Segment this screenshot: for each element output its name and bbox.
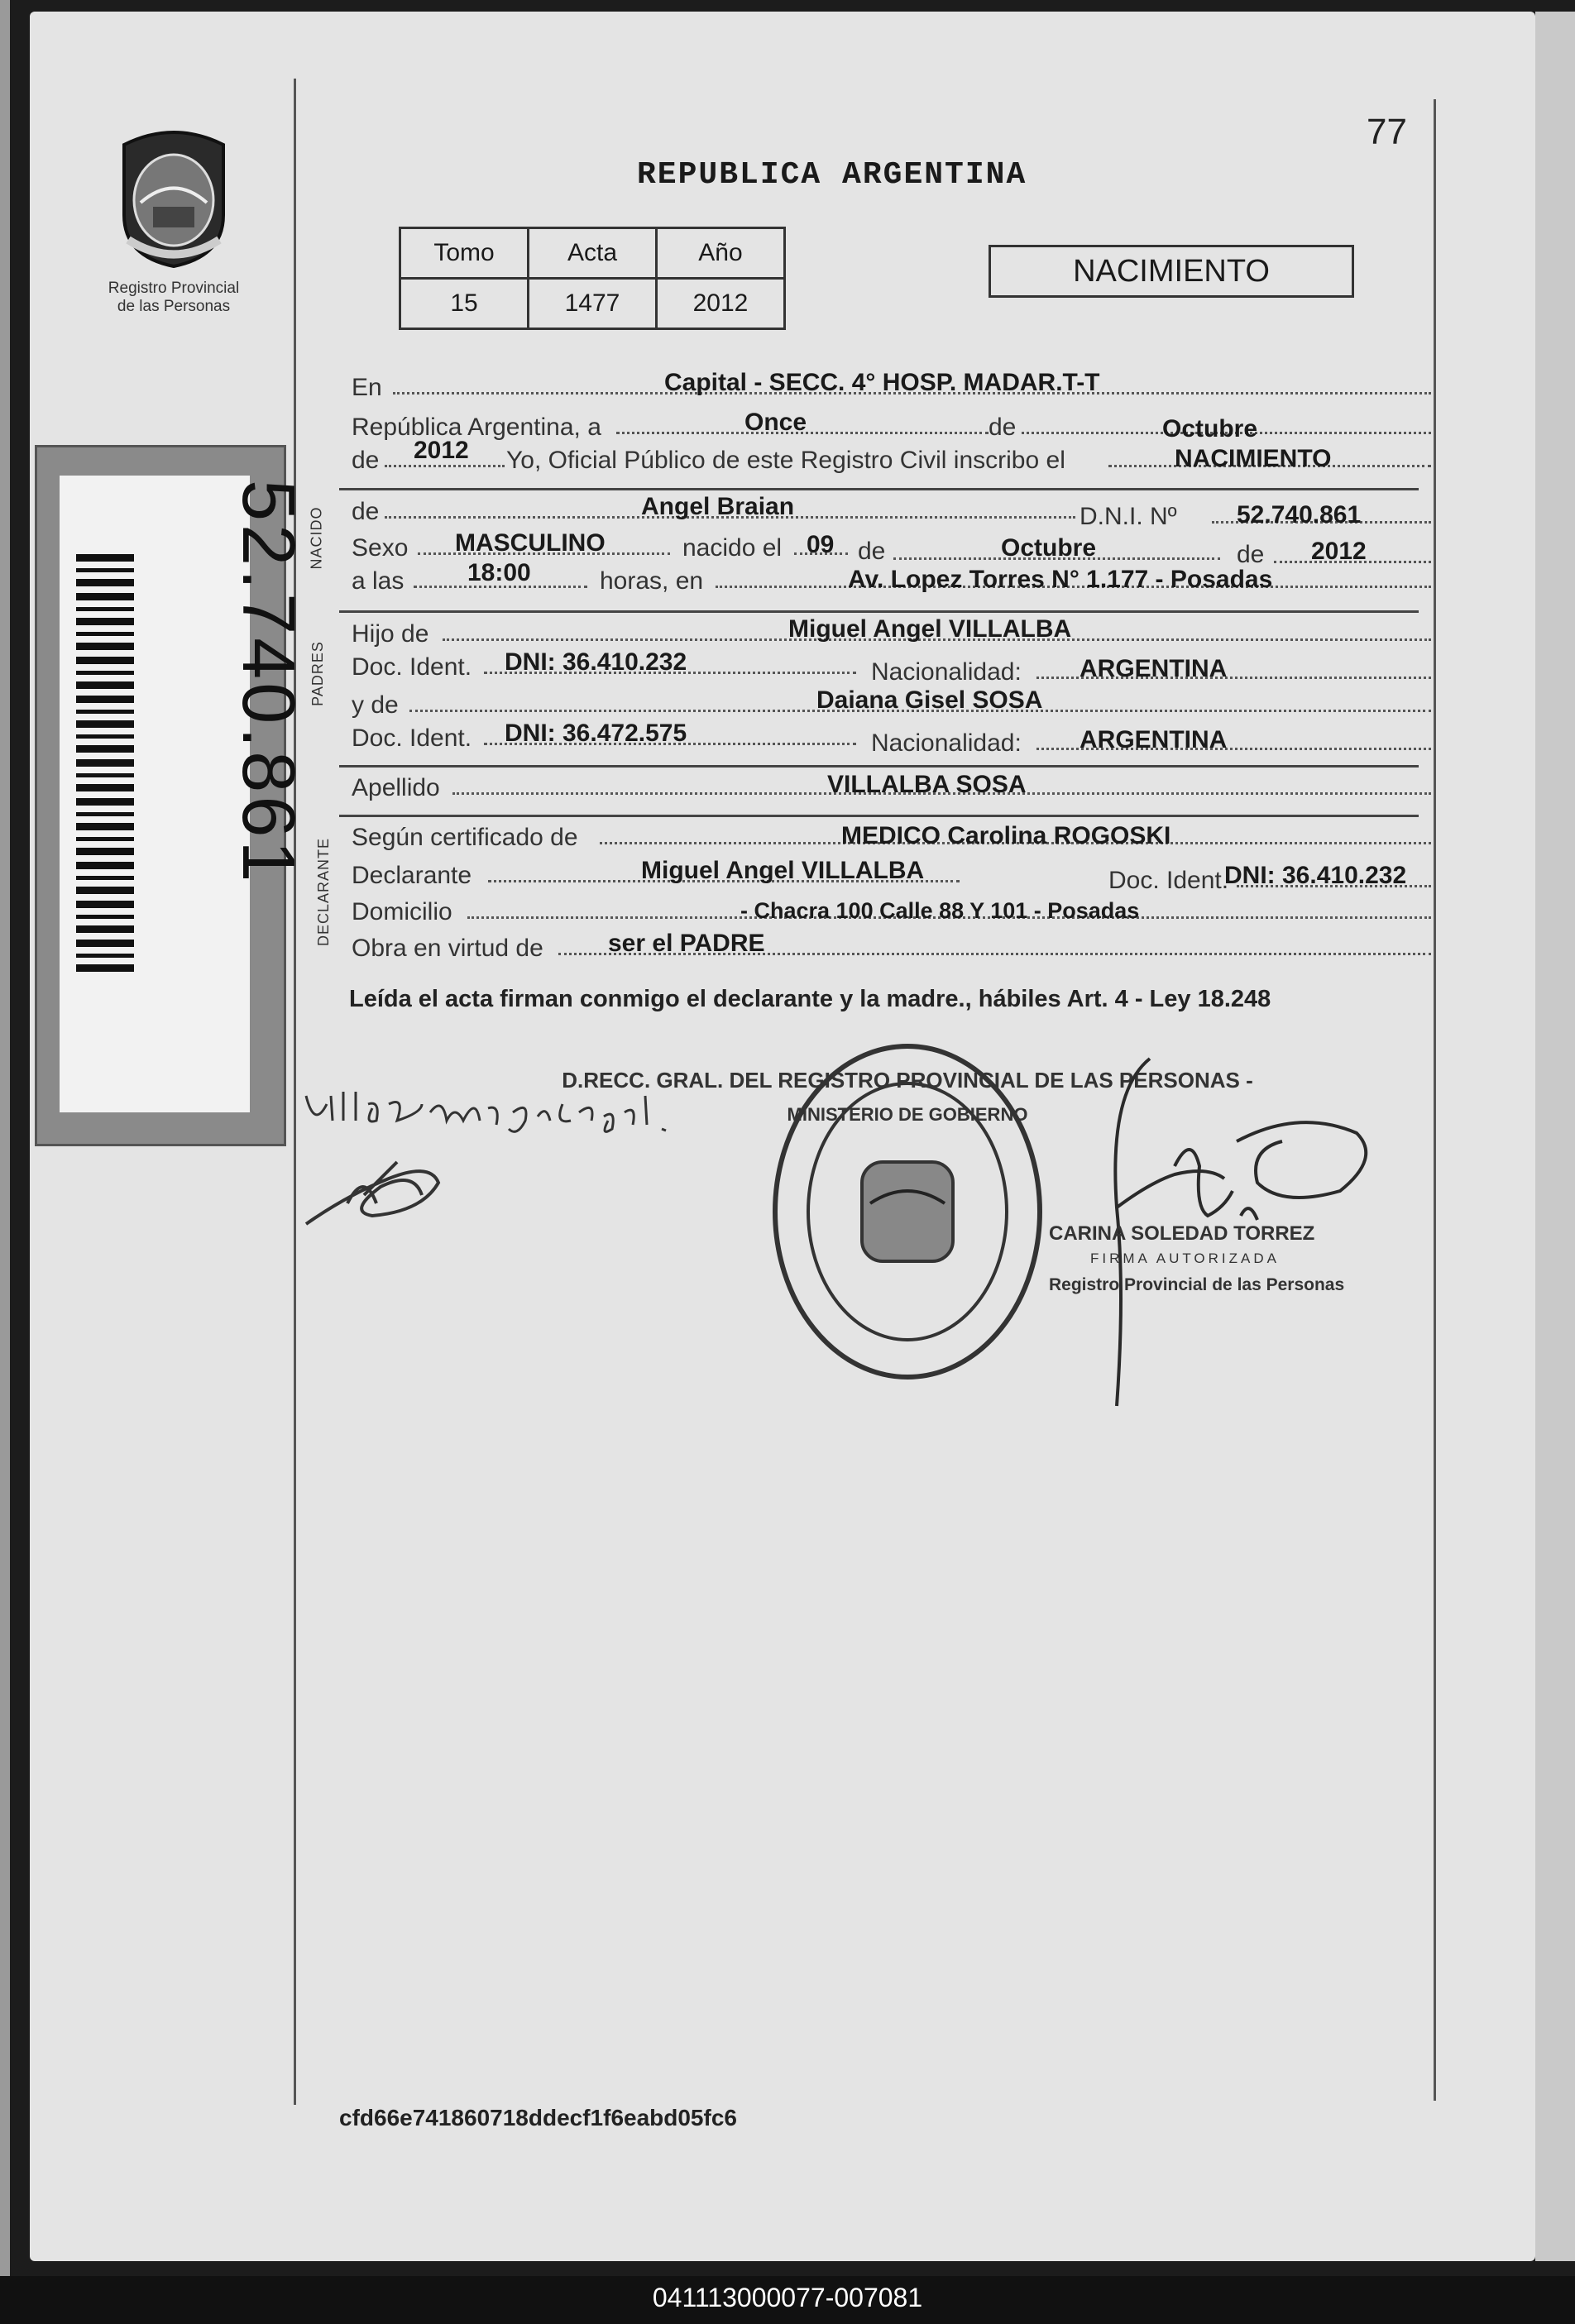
logo-caption-line-2: de las Personas (117, 298, 231, 315)
footer-id: 041113000077-007081 (652, 2283, 923, 2312)
section-label-nacido: NACIDO (308, 506, 325, 570)
separator-apellido (339, 765, 1419, 767)
official-name: CARINA SOLEDAD TORREZ (1049, 1222, 1315, 1245)
value-birth-time: 18:00 (467, 559, 531, 586)
value-place: Capital - SECC. 4° HOSP. MADAR.T-T (664, 369, 1100, 396)
row-mother-doc (352, 720, 1419, 757)
seal-ring-text: D.RECC. GRAL. DEL REGISTRO PROVINCIAL DE LAS PERSONAS - (562, 1068, 1253, 1093)
value-mother-name: Daiana Gisel SOSA (816, 686, 1043, 714)
register-table (399, 227, 786, 330)
value-dni: 52.740.861 (1237, 501, 1362, 528)
declarant-signature (298, 1079, 695, 1228)
section-label-declarante: DECLARANTE (315, 837, 333, 947)
label-doc-ident-1: Doc. Ident. (352, 653, 472, 681)
label-apellido: Apellido (352, 774, 440, 801)
header-tomo: Tomo (400, 228, 529, 279)
label-doc-ident-2: Doc. Ident. (352, 724, 472, 752)
row-certificate (352, 819, 1419, 854)
barcode-icon (76, 554, 134, 1026)
value-act-type: NACIMIENTO (1175, 445, 1332, 472)
value-tomo: 15 (400, 279, 529, 329)
value-mother-doc: DNI: 36.472.575 (505, 720, 687, 747)
label-republica: República Argentina, a (352, 414, 601, 441)
label-nacionalidad-1: Nacionalidad: (871, 658, 1022, 686)
barcode-number: 52.740.861 (227, 480, 309, 886)
separator-nacido (339, 488, 1419, 490)
value-father-doc: DNI: 36.410.232 (505, 648, 687, 676)
row-place (352, 369, 1419, 404)
label-horas-en: horas, en (600, 567, 704, 595)
label-nacionalidad-2: Nacionalidad: (871, 729, 1022, 757)
value-declarant: Miguel Angel VILLALBA (641, 857, 925, 884)
label-declarante: Declarante (352, 862, 472, 889)
logo-caption-line-1: Registro Provincial (108, 280, 240, 297)
value-certificate: MEDICO Carolina ROGOSKI (841, 822, 1171, 849)
value-name: Angel Braian (641, 493, 795, 520)
value-day-words: Once (744, 409, 807, 436)
row-time (352, 559, 1419, 597)
label-de-name: de (352, 498, 380, 525)
header-ano: Año (657, 228, 785, 279)
row-mother (352, 686, 1419, 721)
label-doc-ident-3: Doc. Ident. (1108, 867, 1229, 894)
value-birth-month: Octubre (1001, 534, 1097, 562)
official-role: FIRMA AUTORIZADA (1090, 1250, 1280, 1266)
value-year: 2012 (414, 437, 469, 464)
left-frame-line (294, 79, 296, 2105)
row-by-virtue (352, 930, 1419, 964)
record-type-box: NACIMIENTO (989, 245, 1354, 298)
value-ano: 2012 (657, 279, 785, 329)
value-surname: VILLALBA SOSA (827, 771, 1027, 798)
value-acta: 1477 (529, 279, 657, 329)
value-birth-year: 2012 (1311, 538, 1367, 565)
label-oficial: Yo, Oficial Público de este Registro Civil inscribo el (506, 447, 1065, 474)
logo-caption (83, 280, 265, 316)
value-father-name: Miguel Angel VILLALBA (788, 615, 1072, 643)
label-obra: Obra en virtud de (352, 935, 543, 962)
row-address (352, 893, 1419, 928)
value-birth-place: Av. Lopez Torres N° 1.177 - Posadas (848, 566, 1273, 593)
header-acta: Acta (529, 228, 657, 279)
document-hash: cfd66e741860718ddecf1f6eabd05fc6 (339, 2105, 737, 2130)
label-de-b: de (1237, 541, 1265, 568)
label-de-month: de (989, 414, 1017, 441)
label-segun: Según certificado de (352, 824, 578, 851)
misiones-emblem-icon (112, 124, 236, 269)
document-title: REPUBLICA ARGENTINA (637, 157, 1027, 193)
row-declarant (352, 857, 1419, 892)
label-domicilio: Domicilio (352, 898, 452, 925)
row-surname (352, 769, 1419, 804)
declarant-signature-text (314, 1104, 315, 1105)
closing-statement: Leída el acta firman conmigo el declarante y la madre., hábiles Art. 4 - Ley 18.248 (349, 986, 1271, 1012)
value-birth-day: 09 (807, 531, 835, 558)
left-edge-strip (0, 0, 10, 2324)
value-mother-nat: ARGENTINA (1080, 726, 1228, 753)
row-father-doc (352, 648, 1419, 686)
label-dni: D.N.I. Nº (1080, 503, 1177, 530)
label-y-de: y de (352, 691, 399, 719)
label-de-a: de (858, 538, 886, 565)
label-sexo: Sexo (352, 534, 409, 562)
seal-inner-text: MINISTERIO DE GOBIERNO (787, 1104, 1028, 1125)
value-sex: MASCULINO (455, 529, 606, 557)
separator-padres (339, 610, 1419, 613)
row-year (352, 437, 1419, 476)
label-en: En (352, 374, 382, 401)
label-hijo-de: Hijo de (352, 620, 429, 648)
value-address: - Chacra 100 Calle 88 Y 101 - Posadas (740, 898, 1140, 923)
page-edge (1535, 12, 1575, 2261)
row-date (352, 409, 1419, 443)
value-by-virtue: ser el PADRE (608, 930, 765, 957)
label-nacido-el: nacido el (682, 534, 783, 562)
official-office: Registro Provincial de las Personas (1049, 1275, 1345, 1294)
label-a-las: a las (352, 567, 405, 595)
value-declarant-doc: DNI: 36.410.232 (1224, 862, 1407, 889)
label-de-year: de (352, 447, 380, 474)
value-father-nat: ARGENTINA (1080, 655, 1228, 682)
row-name (352, 493, 1419, 528)
row-father (352, 615, 1419, 650)
page-number: 77 (1367, 112, 1407, 152)
value-month: Octubre (1162, 415, 1258, 442)
section-label-padres: PADRES (309, 641, 326, 706)
separator-declarante (339, 815, 1419, 817)
right-frame-line (1434, 99, 1436, 2101)
